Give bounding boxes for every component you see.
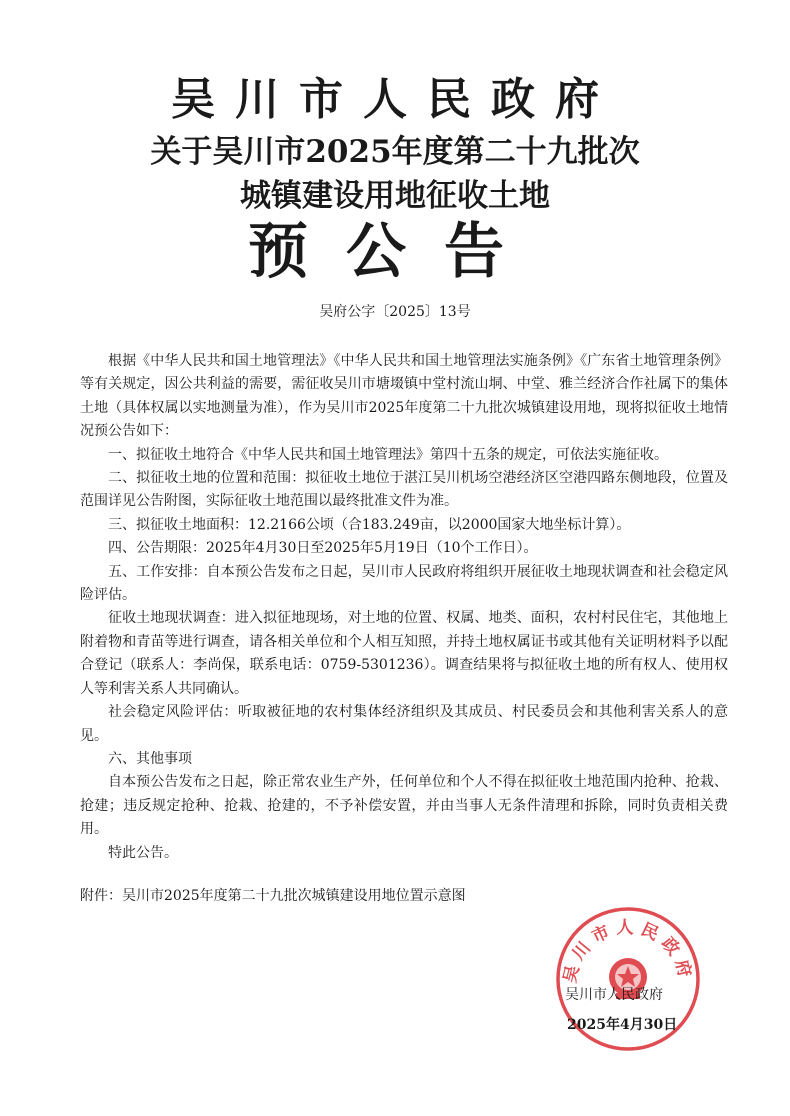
paragraph-3: 三、拟征收土地面积：12.2166公顷（合183.249亩，以2000国家大地坐标计算）。 (108, 516, 631, 533)
paragraph-risk: 社会稳定风险评估：听取被征地的农村集体经济组织及其成员、村民委员会和其他利害关系人的意见。 (80, 704, 728, 744)
paragraph-1: 一、拟征收土地符合《中华人民共和国土地管理法》第四十五条的规定，可依法实施征收。 (108, 446, 668, 463)
issue-date: 2025年4月30日 (567, 1017, 678, 1033)
title-line-4: 预公告 (248, 217, 542, 287)
paragraph-intro: 根据《中华人民共和国土地管理法》《中华人民共和国土地管理法实施条例》《广东省土地管理条例》等有关规定，因公共利益的需要，需征收吴川市塘㙍镇中堂村流山垌、中堂、雅兰经济合作社属下的集体土地（具体权属以实地测量为准），作为吴川市2025年度第二十九批次城镇建设用地，现将拟征收土地情况预公告如下： (80, 353, 728, 440)
seal-text: 吴川市人民政府 (560, 918, 696, 985)
paragraph-survey: 征收土地现状调查：进入拟征地现场，对土地的位置、权属、地类、面积，农村村民住宅，其他地上附着物和青苗等进行调查，请各相关单位和个人相互知照，并持土地权属证书或其他有关证明材料予以配合登记（联系人：李尚保，联系电话：0759-5301236）。调查结果将与拟征收土地的所有权人、使用权人等利害关系人共同确认。 (80, 610, 728, 697)
paragraph-other: 自本预公告发布之日起，除正常农业生产外，任何单位和个人不得在拟征收土地范围内抢种、抢栽、抢建；违反规定抢种、抢栽、抢建的，不予补偿安置，并由当事人无条件清理和拆除，同时负责相关费用。 (80, 774, 728, 838)
paragraph-4: 四、公告期限：2025年4月30日至2025年5月19日（10个工作日）。 (108, 540, 538, 557)
title-line-1: 吴川市人民政府 (171, 74, 619, 125)
attachment-line: 附件：吴川市2025年度第二十九批次城镇建设用地位置示意图 (80, 888, 466, 904)
paragraph-2: 二、拟征收土地的位置和范围：拟征收土地位于湛江吴川机场空港经济区空港四路东侧地段，位置及范围详见公告附图，实际征收土地范围以最终批准文件为准。 (80, 470, 728, 510)
document-number: 吴府公字〔2025〕13号 (319, 304, 471, 320)
title-line-2: 关于吴川市2025年度第二十九批次 (150, 134, 640, 170)
title-line-3: 城镇建设用地征收土地 (240, 178, 550, 214)
issuer-name: 吴川市人民政府 (565, 987, 663, 1003)
paragraph-closing: 特此公告。 (108, 844, 178, 861)
paragraph-6: 六、其他事项 (108, 750, 192, 767)
notice-body (80, 350, 728, 865)
paragraph-5: 五、工作安排：自本预公告发布之日起，吴川市人民政府将组织开展征收土地现状调查和社会稳定风险评估。 (80, 563, 728, 604)
